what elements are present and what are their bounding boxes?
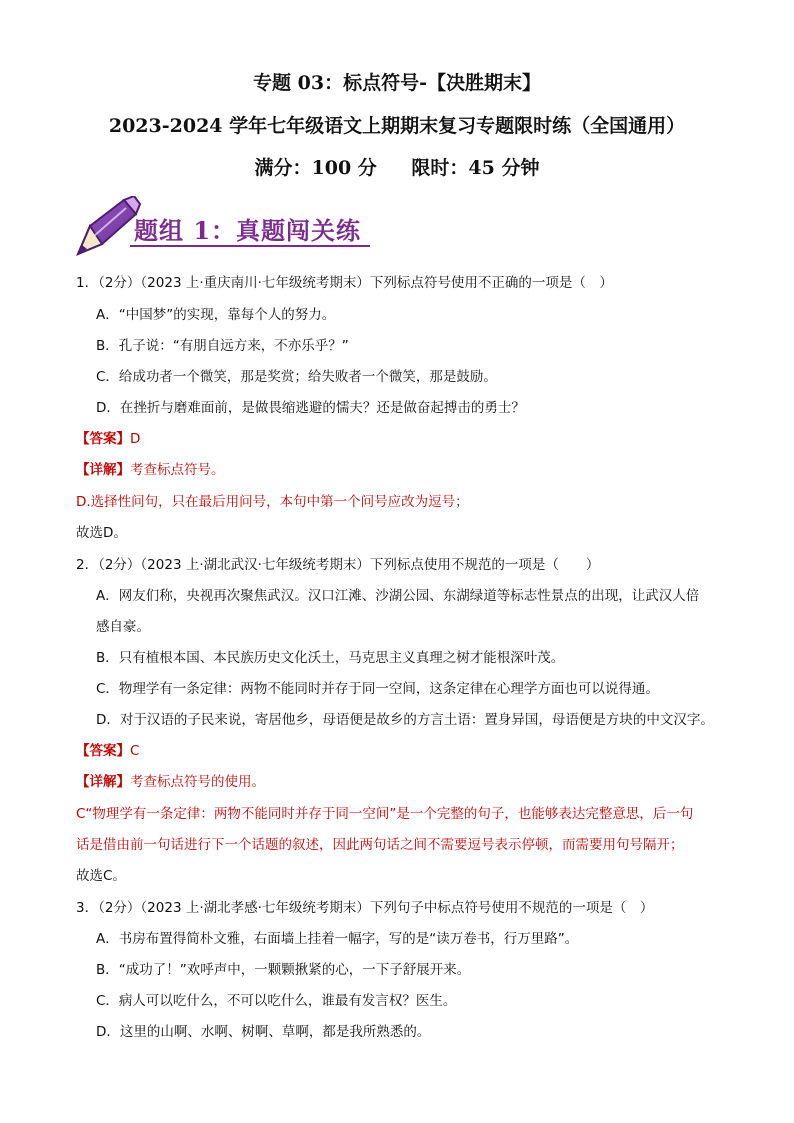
time-text: 限时：45 分钟 bbox=[411, 157, 540, 179]
conclusion-text: 故选D。 bbox=[76, 525, 127, 541]
detail-line: 【详解】考查标点符号的使用。 bbox=[76, 774, 265, 790]
option-d: D．这里的山啊、水啊、树啊、草啊，都是我所熟悉的。 bbox=[96, 1024, 431, 1040]
option-b: B．“成功了！”欢呼声中，一颗颗揪紧的心，一下子舒展开来。 bbox=[96, 962, 471, 978]
explain-text-cont: 话是借由前一句话进行下一个话题的叙述，因此两句话之间不需要逗号表示停顿，而需要用句号隔开； bbox=[76, 837, 684, 853]
question-stem: 1．（2分）（2023 上·重庆南川·七年级统考期末）下列标点符号使用不正确的一项是（ ） bbox=[76, 275, 613, 291]
answer-line: 【答案】D bbox=[76, 431, 141, 447]
conclusion-text: 故选C。 bbox=[76, 868, 126, 884]
option-d: D．对于汉语的子民来说，寄居他乡，母语便是故乡的方言土语：置身异国，母语便是方块的中文汉字。 bbox=[96, 712, 714, 728]
option-c: C．物理学有一条定律：两物不能同时并存于同一空间，这条定律在心理学方面也可以说得通。 bbox=[96, 681, 659, 697]
detail-text: 考查标点符号。 bbox=[130, 462, 225, 478]
doc-subtitle: 2023-2024 学年七年级语文上期期末复习专题限时练（全国通用） bbox=[108, 115, 686, 137]
option-c: C．给成功者一个微笑，那是奖赏；给失败者一个微笑，那是鼓励。 bbox=[96, 369, 497, 385]
option-d: D．在挫折与磨难面前，是做畏缩逃避的懦夫？还是做奋起搏击的勇士？ bbox=[96, 400, 525, 416]
explain-text: D.选择性问句，只在最后用问号，本句中第一个问号应改为逗号； bbox=[76, 494, 469, 510]
question-stem: 3．（2分）（2023 上·湖北孝感·七年级统考期末）下列句子中标点符号使用不规范的一项是（ ） bbox=[76, 900, 654, 916]
answer-line: 【答案】C bbox=[76, 743, 140, 759]
section-underline bbox=[130, 245, 370, 247]
option-b: B．只有植根本国、本民族历史文化沃土，马克思主义真理之树才能根深叶茂。 bbox=[96, 650, 565, 666]
score-text: 满分：100 分 bbox=[254, 157, 377, 179]
explain-text: C“物理学有一条定律：两物不能同时并存于同一空间”是一个完整的句子，也能够表达完整意思，后一句 bbox=[76, 806, 694, 822]
doc-meta bbox=[0, 153, 794, 180]
answer-value: D bbox=[130, 431, 141, 447]
option-a: A．书房布置得简朴文雅，右面墙上挂着一幅字，写的是“读万卷书，行万里路”。 bbox=[96, 931, 579, 947]
option-c: C．病人可以吃什么，不可以吃什么，谁最有发言权？医生。 bbox=[96, 993, 457, 1009]
section-title: 题组 1：真题闯关练 bbox=[134, 216, 362, 245]
option-a: A．网友们称，央视再次聚焦武汉。汉口江滩、沙湖公园、东湖绿道等标志性景点的出现，让武汉人倍 bbox=[96, 588, 700, 604]
detail-line: 【详解】考查标点符号。 bbox=[76, 462, 225, 478]
question-stem: 2．（2分）（2023 上·湖北武汉·七年级统考期末）下列标点使用不规范的一项是（ ） bbox=[76, 557, 600, 573]
answer-value: C bbox=[130, 743, 140, 759]
option-b: B．孔子说：“有朋自远方来，不亦乐乎？” bbox=[96, 338, 349, 354]
option-a-cont: 感自豪。 bbox=[96, 619, 150, 635]
option-a: A．“中国梦”的实现，靠每个人的努力。 bbox=[96, 307, 336, 323]
detail-text: 考查标点符号的使用。 bbox=[130, 774, 265, 790]
doc-title: 专题 03：标点符号-【决胜期末】 bbox=[253, 72, 541, 94]
